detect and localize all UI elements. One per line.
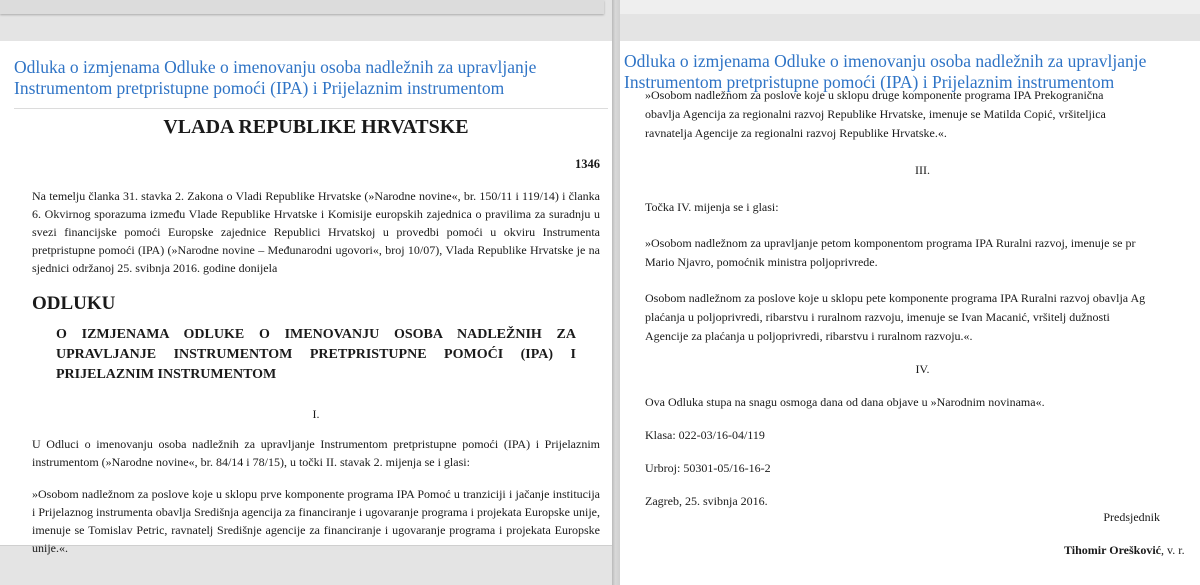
title-divider — [14, 108, 608, 109]
document-title-link[interactable]: Odluka o izmjenama Odluke o imenovanju osoba nadležnih za upravljanje Instrumentom pretpristupne pomoći (IPA) i Prijelaznim instrumentom — [14, 57, 537, 98]
section-number-1: I. — [312, 407, 320, 421]
right-document-page — [620, 41, 1200, 585]
document-title-link[interactable]: Odluka o izmjenama Odluke o imenovanju osoba nadležnih za upravljanje Instrumentom pretpristupne pomoći (IPA) i Prijelaznim instrumentom — [624, 51, 1147, 92]
decision-heading: ODLUKU — [32, 293, 116, 314]
government-heading: VLADA REPUBLIKE HRVATSKE — [163, 116, 469, 138]
right-window-topbar — [617, 0, 1200, 14]
section-3-line: Osobom nadležnom za poslove koje u sklopu pete komponente programa IPA Ruralni razvoj obavlja Ag — [645, 291, 1146, 305]
klasa-line: Klasa: 022-03/16-04/119 — [645, 428, 765, 442]
decision-subject: O IZMJENAMA ODLUKE O IMENOVANJU OSOBA NADLEŽNIH ZA UPRAVLJANJE INSTRUMENTOM PRETPRISTUPNE POMOĆI (IPA) I PRIJELAZNIM INSTRUMENTOM — [56, 327, 576, 382]
left-document-body — [32, 113, 600, 557]
section-3-line: »Osobom nadležnom za upravljanje petom komponentom programa IPA Ruralni razvoj, imenuje se pr — [645, 236, 1136, 250]
cut-paragraph-line: ravnatelja Agencije za regionalni razvoj Republike Hrvatske.«. — [645, 126, 947, 140]
urbroj-line: Urbroj: 50301-05/16-16-2 — [645, 461, 771, 475]
window-divider — [612, 0, 620, 585]
section-3-line: plaćanja u poljoprivredi, ribarstvu i ruralnom razvoju, imenuje se Ivan Macanić, vršitelj dužnosti — [645, 310, 1110, 324]
section-3-intro: Točka IV. mijenja se i glasi: — [645, 200, 779, 214]
cut-paragraph-line: »Osobom nadležnom za poslove koje u sklopu druge komponente programa IPA Prekogranična — [645, 88, 1104, 102]
section-4-paragraph: Ova Odluka stupa na snagu osmoga dana od dana objave u »Narodnim novinama«. — [645, 395, 1045, 409]
left-document-page — [0, 41, 612, 555]
signatory-suffix: , v. r. — [1161, 543, 1185, 557]
section-1-quote: »Osobom nadležnom za poslove koje u sklopu prve komponente programa IPA Pomoć u tranziciji i jačanje institucija i Prijelaznog instrumenta obavlja Središnja agencija za financiranje i ugovaranje programa i projekata Europske unije, imenuje se Tomislav Petric, ravnatelj Središnje agencije za financiranje i ugovaranje programa i projekata Europske unije.«. — [32, 487, 600, 555]
preamble-paragraph: Na temelju članka 31. stavka 2. Zakona o Vladi Republike Hrvatske (»Narodne novine«, br. 150/11 i 119/14) i članka 6. Okvirnog sporazuma između Vlade Republike Hrvatske i Komisije europskih zajednica o pravilima za suradnju u svezi financijske pomoći Europske zajednice Republici Hrvatskoj u provedbi pomoći u okviru Instrumenta pretpristupne pomoći (IPA) (»Narodne novine – Međunarodni ugovori«, broj 10/07), Vlada Republike Hrvatske je na sjednici održanoj 25. svibnja 2016. godine donijela — [32, 189, 600, 275]
section-number-3: III. — [915, 163, 930, 177]
cut-paragraph-line: obavlja Agencija za regionalni razvoj Republike Hrvatske, imenuje se Matilda Copić, vršiteljica — [645, 107, 1106, 121]
left-window-topbar — [0, 0, 604, 14]
signatory-name: Tihomir Orešković — [1064, 543, 1162, 557]
section-3-line: Agencije za plaćanja u poljoprivredi, ribarstvu i ruralnom razvoju.«. — [645, 329, 973, 343]
section-1-paragraph: U Odluci o imenovanju osoba nadležnih za upravljanje Instrumentom pretpristupne pomoći (IPA) i Prijelaznim instrumentom (»Narodne novine«, br. 84/14 i 78/15), u točki II. stavak 2. mijenja se i glasi: — [32, 437, 600, 469]
signatory-role: Predsjednik — [1103, 510, 1160, 524]
right-document-body — [645, 88, 1200, 511]
place-date-line: Zagreb, 25. svibnja 2016. — [645, 494, 768, 508]
signatory-line — [1064, 543, 1185, 558]
document-number: 1346 — [575, 157, 600, 171]
section-3-line: Mario Njavro, pomoćnik ministra poljoprivrede. — [645, 255, 878, 269]
section-number-4: IV. — [915, 362, 930, 376]
